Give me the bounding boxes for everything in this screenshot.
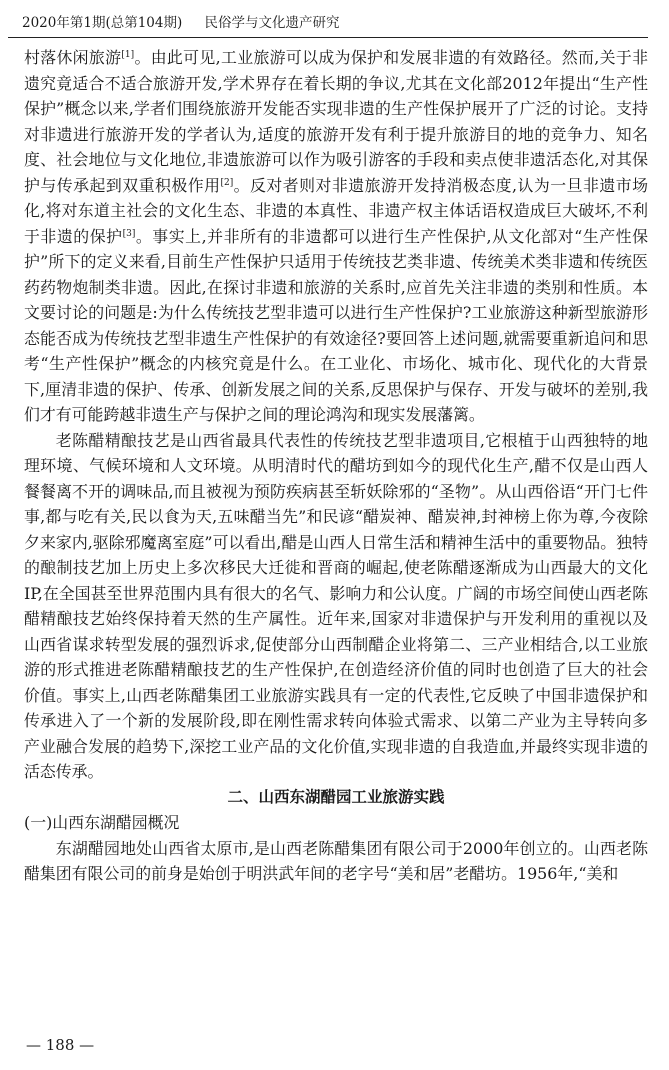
header-rule (8, 37, 648, 38)
page-number: — 188 — (26, 1036, 95, 1054)
paragraph-continuation (24, 45, 648, 428)
text-span: 。由此可见,工业旅游可以成为保护和发展非遗的有效路径。然而,关于非遗究竟适合不适合旅游开发,学术界存在着长期的争议,尤其在文化部2012年提出“生产性保护”概念以来,学者们围绕旅游开发能否实现非遗的生产性保护展开了广泛的讨论。支持对非遗进行旅游开发的学者认为,适度的旅游开发有利于提升旅游目的地的竞争力、知名度、社会地位与文化地位,非遗旅游可以作为吸引游客的手段和卖点使非遗活态化,对其保护与传承起到双重积极作用 (24, 48, 648, 195)
paragraph-vinegar-craft: 老陈醋精酿技艺是山西省最具代表性的传统技艺型非遗项目,它根植于山西独特的地理环境、气候环境和人文环境。从明清时代的醋坊到如今的现代化生产,醋不仅是山西人餐餐离不开的调味品,而且被视为预防疾病甚至斩妖除邪的“圣物”。从山西俗语“开门七件事,都与吃有关,民以食为天,五味醋当先”和民谚“醋炭神、醋炭神,封神榜上你为尊,今夜除夕来家内,驱除邪魔离室庭”可以看出,醋是山西人日常生活和精神生活中的重要物品。独特的酿制技艺加上历史上多次移民大迁徙和晋商的崛起,使老陈醋逐渐成为山西最大的文化IP,在全国甚至世界范围内具有很大的名气、影响力和公认度。广阔的市场空间使山西老陈醋精酿技艺始终保持着天然的生产属性。近年来,国家对非遗保护与开发利用的重视以及山西省谋求转型发展的强烈诉求,促使部分山西制醋企业将第二、三产业相结合,以工业旅游的形式推进老陈醋精酿技艺的生产性保护,在创造经济价值的同时也创造了巨大的社会价值。事实上,山西老陈醋集团工业旅游实践具有一定的代表性,它反映了中国非遗保护和传承进入了一个新的发展阶段,即在刚性需求转向体验式需求、以第二产业为主导转向多产业融合发展的趋势下,深挖工业产品的文化价值,实现非遗的自我造血,并最终实现非遗的活态传承。 (24, 430, 648, 781)
running-header (22, 10, 647, 36)
issue-info: 2020年第1期(总第104期) (22, 15, 183, 31)
citation-3: [3] (122, 228, 136, 239)
citation-1: [1] (121, 50, 135, 60)
text-span: 。事实上,并非所有的非遗都可以进行生产性保护,从文化部对“生产性保护”所下的定义来看,目前生产性保护只适用于传统技艺类非遗、传统美术类非遗和传统医药药物炮制类非遗。因此,在探讨非遗和旅游的关系时,应首先关注非遗的类别和性质。本文要讨论的问题是:为什么传统技艺型非遗可以进行生产性保护?工业旅游这种新型旅游形态能否成为传统技艺型非遗生产性保护的有效途径?要回答上述问题,就需要重新追问和思考“生产性保护”概念的内核究竟是什么。在工业化、市场化、城市化、现代化的大背景下,厘清非遗的保护、传承、创新发展之间的关系,反思保护与保存、开发与破坏的差别,我们才有可能跨越非遗生产与保护之间的理论鸿沟和现实发展藩篱。 (24, 226, 649, 424)
journal-title: 民俗学与文化遗产研究 (204, 15, 340, 31)
paragraph-donghu-overview: 东湖醋园地处山西省太原市,是山西老陈醋集团有限公司于2000年创立的。山西老陈醋集团有限公司的前身是始创于明洪武年间的老字号“美和居”老醋坊。1956年,“美和 (24, 838, 648, 883)
section-title: 二、山西东湖醋园工业旅游实践 (227, 787, 445, 806)
text-span: 村落休闲旅游 (24, 48, 122, 67)
citation-2: [2] (220, 177, 234, 188)
text-span: 。反对者则对非遗旅游开发持消极态度,认为一旦非遗市场化,将对东道主社会的文化生态、非遗的本真性、非遗产权主体话语权造成巨大破坏,不利于非遗的保护 (24, 175, 648, 246)
article-body (24, 45, 648, 887)
subsection-title: (一)山西东湖醋园概况 (24, 813, 180, 832)
